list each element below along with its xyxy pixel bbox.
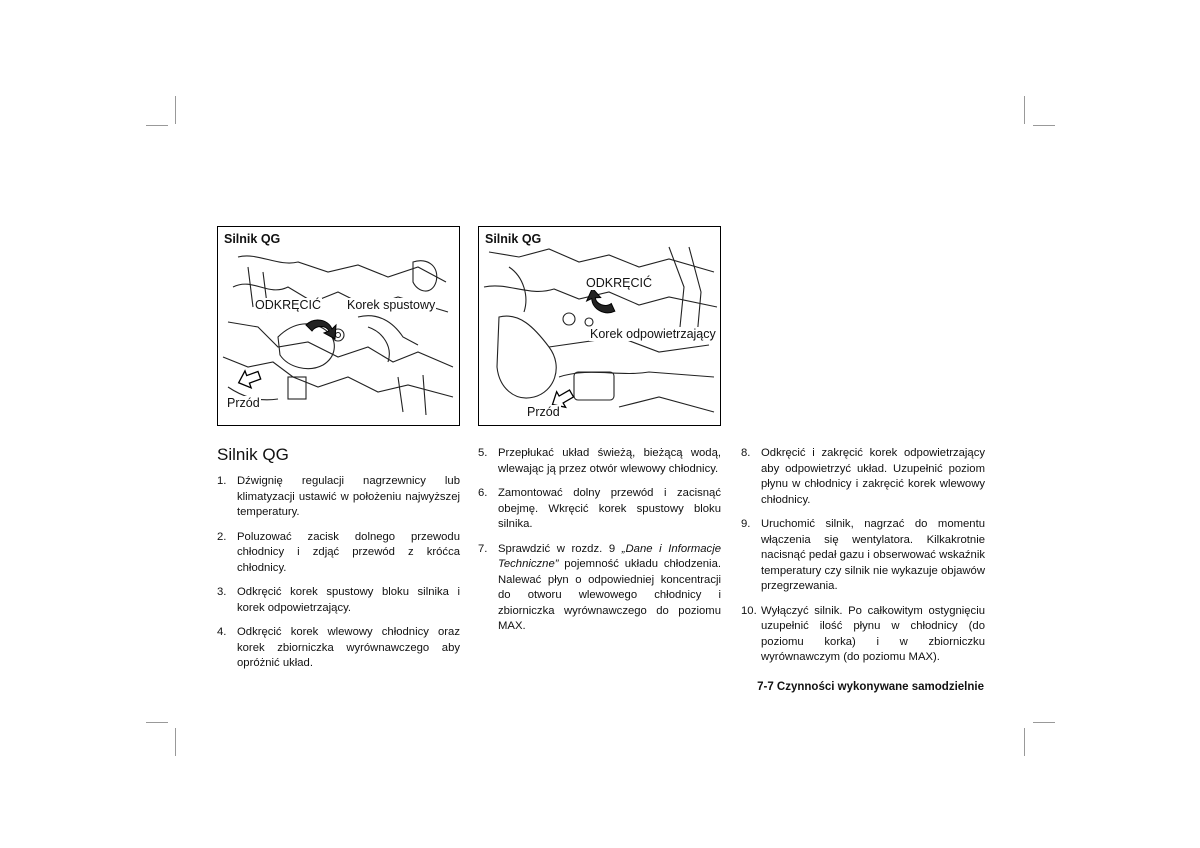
step-text: Poluzować zacisk dolnego przewodu chłodnicy i zdjąć przewód z króćca chłodnicy.: [237, 530, 460, 574]
crop-mark: [175, 728, 176, 756]
steps-column-2: [478, 446, 721, 644]
step-text: Dźwignię regulacji nagrzewnicy lub klimatyzacji ustawić w położeniu najwyższej temperatury.: [237, 475, 460, 518]
crop-mark: [1033, 125, 1055, 126]
step-number: 7.: [478, 542, 488, 555]
crop-mark: [146, 125, 168, 126]
crop-mark: [1033, 722, 1055, 723]
label-air-bleeder: Korek odpowietrzający: [590, 327, 716, 341]
step-number: 3.: [217, 586, 227, 598]
step-text: Odkręcić i zakręcić korek odpowietrzający aby odpowietrzyć układ. Uzupełnić poziom płynu w chłodnicy i zakręcić korek wlewowy chłodnicy.: [761, 447, 985, 506]
list-item: [217, 530, 460, 577]
step-number: 2.: [217, 530, 227, 543]
figure-title: Silnik QG: [485, 232, 542, 246]
step-text: Wyłączyć silnik. Po całkowitym ostygnięciu uzupełnić ilość płynu w chłodnicy (do poziomu korka) i w zbiorniczku wyrównawczym (do poziomu MAX).: [761, 604, 985, 663]
step-text: Odkręcić korek wlewowy chłodnicy oraz korek zbiorniczka wyrównawczego aby opróżnić układ.: [237, 626, 460, 669]
label-unscrew: ODKRĘCIĆ: [255, 298, 321, 312]
list-item: [478, 542, 721, 635]
list-item: [217, 474, 460, 521]
list-item: [741, 517, 985, 595]
crop-mark: [175, 96, 176, 124]
label-unscrew: ODKRĘCIĆ: [586, 276, 652, 290]
steps-column-1: [217, 474, 460, 681]
step-number: 10.: [741, 604, 757, 617]
step-text: Odkręcić korek spustowy bloku silnika i korek odpowietrzający.: [237, 586, 460, 614]
step-text-after: pojemność układu chłodzenia. Nalewać płyn o odpowiedniej koncentracji do otworu wlewowego chłodnicy i zbiorniczka wyrównawczego do poziomu MAX.: [498, 558, 721, 632]
steps-column-3: [741, 446, 985, 675]
list-item: [217, 585, 460, 616]
figure-title: Silnik QG: [224, 232, 281, 246]
step-number: 8.: [741, 447, 751, 459]
list-item: [478, 446, 721, 477]
step-number: 5.: [478, 447, 488, 459]
step-number: 1.: [217, 475, 227, 487]
list-item: [741, 446, 985, 508]
engine-figure-drain-plug: [217, 226, 460, 426]
label-front: Przód: [227, 396, 260, 410]
label-drain-plug: Korek spustowy: [347, 298, 436, 312]
step-text: Uruchomić silnik, nagrzać do momentu włączenia się wentylatora. Kilkakrotnie nacisnąć pedał gazu i obserwować wskaźnik temperatury czy silnik nie wykazuje objawów przegrzewania.: [761, 518, 985, 592]
step-text-reference: „Dane i Informacje Techniczne”: [498, 542, 722, 570]
step-number: 4.: [217, 626, 227, 638]
crop-mark: [1024, 728, 1025, 756]
crop-mark: [1024, 96, 1025, 124]
label-front: Przód: [527, 405, 560, 419]
page-footer: 7-7 Czynności wykonywane samodzielnie: [757, 681, 984, 693]
list-item: [741, 604, 985, 666]
crop-mark: [146, 722, 168, 723]
step-number: 6.: [478, 487, 488, 499]
step-text: [498, 542, 721, 635]
step-number: 9.: [741, 518, 751, 530]
step-text: Przepłukać układ świeżą, bieżącą wodą, wlewając ją przez otwór wlewowy chłodnicy.: [498, 447, 721, 475]
list-item: [478, 486, 721, 533]
step-text: Zamontować dolny przewód i zacisnąć obejmę. Wkręcić korek spustowy bloku silnika.: [498, 487, 721, 530]
step-text-before: Sprawdzić w rozdz. 9: [498, 542, 622, 555]
list-item: [217, 625, 460, 672]
engine-figure-air-bleeder: [478, 226, 721, 426]
section-title: Silnik QG: [217, 445, 289, 464]
